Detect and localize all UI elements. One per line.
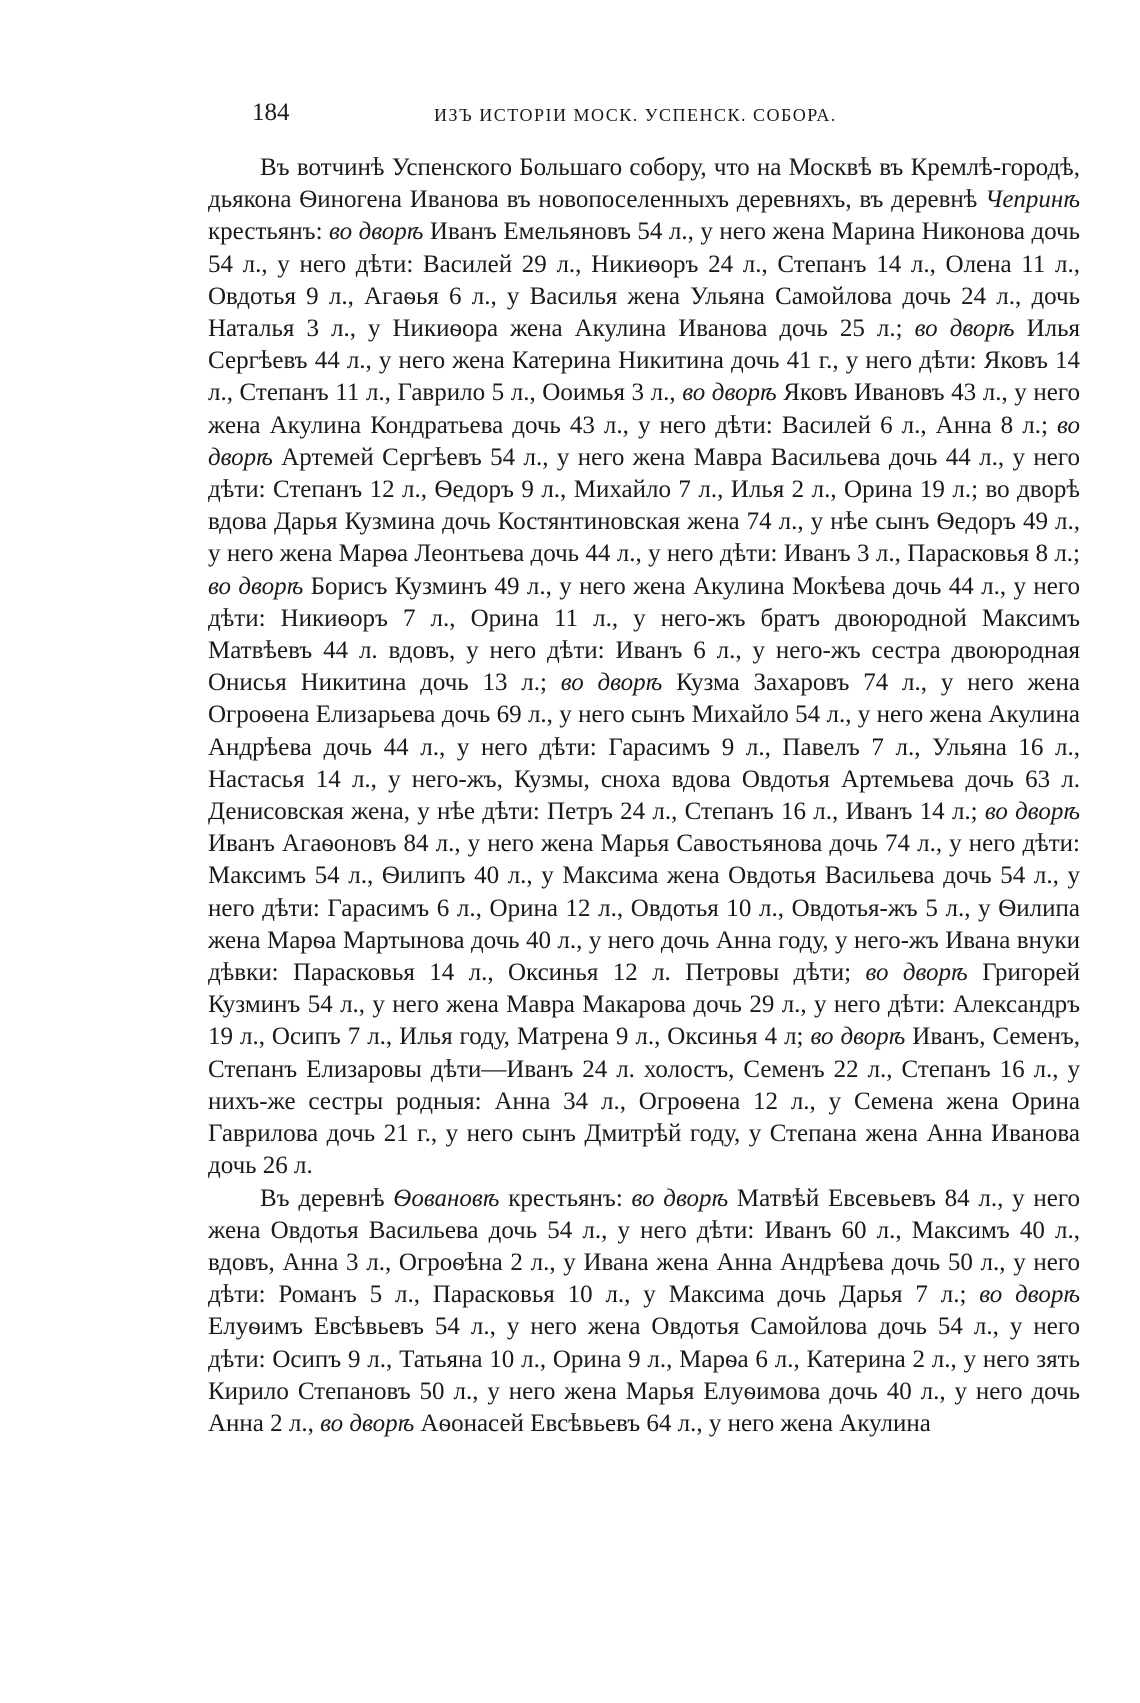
page-header xyxy=(208,98,1080,138)
text-run: Артемей Сергѣевъ 54 л., у него жена Мавра Васильева дочь 44 л., у него дѣти: Степанъ 12 л., Ѳедоръ 9 л., Михайло 7 л., Илья 2 л., Орина 19 л.; во дворѣ вдова Дарья Кузмина дочь Костянтиновская жена 74 л., у нѣе сынъ Ѳедоръ 49 л., у него жена Марѳа Леонтьева дочь 44 л., у него дѣти: Иванъ 3 л., Парасковья 8 л.; xyxy=(208,443,1080,568)
italic-run: во дворѣ xyxy=(208,411,1080,471)
book-page xyxy=(208,98,1080,1440)
italic-run: во дворѣ xyxy=(914,315,1015,343)
italic-run: во дворѣ xyxy=(631,1184,729,1212)
text-run: Борисъ Кузминъ 49 л., у него жена Акулина Мокѣева дочь 44 л., у него дѣти: Никиѳоръ 7 л., Орина 11 л., у него-жъ братъ двоюродной Максимъ Матвѣевъ 44 л. вдовъ, у него дѣти: Иванъ 6 л., у него-жъ сестра двоюродная Онисья Никитина дочь 13 л.; xyxy=(208,572,1080,697)
text-run: Матвѣй Евсевьевъ 84 л., у него жена Овдотья Васильева дочь 54 л., у него дѣти: Иванъ 60 л., Максимъ 40 л., вдовъ, Анна 3 л., Огроѳѣна 2 л., у Ивана жена Анна Андрѣева дочь 50 л., у него дѣти: Романъ 5 л., Парасковья 10 л., у Максима дочь Дарья 7 л.; xyxy=(208,1184,1080,1309)
text-run: Яковъ Ивановъ 43 л., у него жена Акулина Кондратьева дочь 43 л., у него дѣти: Василей 6 л., Анна 8 л.; xyxy=(208,379,1080,439)
text-run: крестьянъ: xyxy=(208,218,330,246)
italic-run: во дворѣ xyxy=(865,959,968,987)
italic-run: во дворѣ xyxy=(979,1281,1080,1309)
page-number: 184 xyxy=(252,99,290,126)
text-run: Иванъ, Семенъ, Степанъ Елизаровы дѣти—Иванъ 24 л. холостъ, Семенъ 22 л., Степанъ 16 л., у нихъ-же сестры родныя: Анна 34 л., Огроѳена 12 л., у Семена жена Орина Гаврилова дочь 21 г., у него сынъ Дмитрѣй году, у Степана жена Анна Иванова дочь 26 л. xyxy=(208,1023,1080,1180)
italic-run: во дворѣ xyxy=(810,1023,906,1051)
text-run: Кузма Захаровъ 74 л., у него жена Огроѳена Елизарьева дочь 69 л., у него сынъ Михайло 54 л., у него жена Акулина Андрѣева дочь 44 л., у него дѣти: Гарасимъ 9 л., Павелъ 7 л., Ульяна 16 л., Настасья 14 л., у него-жъ, Кузмы, сноха вдова Овдотья Артемьева дочь 63 л. Денисовская жена, у нѣе дѣти: Петръ 24 л., Степанъ 16 л., Иванъ 14 л.; xyxy=(208,669,1081,826)
text-run: Иванъ Емельяновъ 54 л., у него жена Марина Никонова дочь 54 л., у него дѣти: Василей 29 л., Никиѳоръ 24 л., Степанъ 14 л., Олена 11 л., Овдотья 9 л., Агаѳья 6 л., у Василья жена Ульяна Самойлова дочь 24 л., дочь Наталья 3 л., у Никиѳора жена Акулина Иванова дочь 25 л.; xyxy=(208,218,1080,343)
text-run: Илья Сергѣевъ 44 л., у него жена Катерина Никитина дочь 41 г., у него дѣти: Яковъ 14 л., Степанъ 11 л., Гаврило 5 л., Ооимья 3 л., xyxy=(208,315,1081,407)
text-run: Въ деревнѣ xyxy=(260,1184,394,1212)
text-run: Григорей Кузминъ 54 л., у него жена Мавра Макарова дочь 29 л., у него дѣти: Александръ 19 л., Осипъ 7 л., Илья году, Матрена 9 л., Оксинья 4 л; xyxy=(208,959,1080,1051)
text-run: Елуѳимъ Евсѣвьевъ 54 л., у него жена Овдотья Самойлова дочь 54 л., у него дѣти: Осипъ 9 л., Татьяна 10 л., Орина 9 л., Марѳа 6 л., Катерина 2 л., у него зять Кирило Степановъ 50 л., у него жена Марья Елуѳимова дочь 40 л., у него дочь Анна 2 л., xyxy=(208,1313,1080,1437)
italic-run: во дворѣ xyxy=(320,1409,415,1437)
body-text xyxy=(208,152,1080,1440)
italic-run: Чепринѣ xyxy=(985,186,1080,214)
italic-run: во дворѣ xyxy=(560,669,663,697)
text-run: крестьянъ: xyxy=(499,1184,632,1212)
text-run: Въ вотчинѣ Успенского Большаго собору, что на Москвѣ въ Кремлѣ-городѣ, дьякона Ѳиногена Иванова въ новопоселенныхъ деревняхъ, въ деревнѣ xyxy=(208,154,1080,214)
paragraph-2 xyxy=(208,1183,1080,1441)
paragraph-1 xyxy=(208,152,1080,1183)
running-head: ИЗЪ ИСТОРІИ МОСК. УСПЕНСК. СОБОРА. xyxy=(434,105,837,125)
italic-run: во дворѣ xyxy=(984,798,1080,826)
text-run: Иванъ Агаѳоновъ 84 л., у него жена Марья Савостьянова дочь 74 л., у него дѣти: Максимъ 54 л., Ѳилипъ 40 л., у Максима жена Овдотья Васильева дочь 54 л., у него дѣти: Гарасимъ 6 л., Орина 12 л., Овдотья 10 л., Овдотья-жъ 5 л., у Ѳилипа жена Марѳа Мартынова дочь 40 л., у него дочь Анна году, у него-жъ Ивана внуки дѣвки: Парасковья 14 л., Оксинья 12 л. Петровы дѣти; xyxy=(208,830,1080,987)
italic-run: Ѳовановѣ xyxy=(393,1184,500,1212)
text-run: Аѳонасей Евсѣвьевъ 64 л., у него жена Акулина xyxy=(414,1409,931,1437)
italic-run: во дворѣ xyxy=(329,218,424,246)
italic-run: во дворѣ xyxy=(208,572,304,600)
italic-run: во дворѣ xyxy=(682,379,777,407)
